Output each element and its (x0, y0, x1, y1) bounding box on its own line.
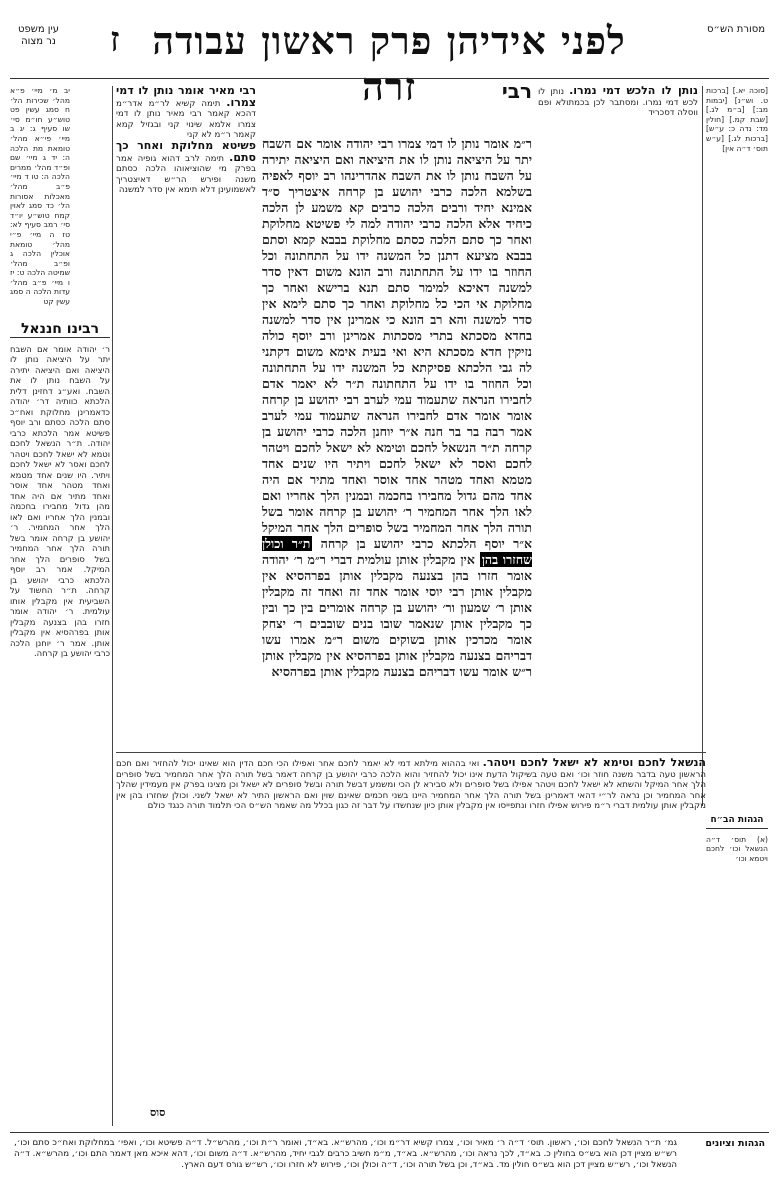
sof-label: סוס (150, 1106, 166, 1119)
tosafot-top-wide (262, 86, 532, 132)
lower-divider (116, 752, 706, 753)
rabbeinu-chananel-column (10, 320, 110, 1126)
footer-rule (10, 1132, 769, 1133)
tosafot-column (116, 86, 256, 726)
gloss-text: (א) תוס׳ ד״ה הנשאל וכו׳ לחכם ויטמא וכו׳ (706, 834, 768, 863)
left-divider (112, 86, 113, 1126)
masoret-column (706, 86, 768, 806)
rashi-column (538, 86, 698, 726)
page-title: לפני אידיהן פרק ראשון עבודה זרה (152, 18, 626, 109)
tosafot-text: תימה לרב דהוא גופיה אמר בפרק מי שהוציאוהו הלכה כסתם משנה ופירש הר״ש דאיצטריך לאשמועינן דלא תימא אין סדר למשנה (116, 153, 256, 196)
tosafot-lower-dibbur: הנשאל לחכם וטימא לא ישאל לחכם ויטהר. (482, 758, 706, 769)
opening-word: רבי (501, 86, 532, 103)
tosafot-lower-column (116, 758, 706, 1100)
ein-mishpat-label: עין משפט נר מצוה (18, 24, 60, 47)
gemara-tail-text: אין מקבלין אותן עולמית דברי ר״מ ר׳ יהודה אומר חזרו בהן בצנעה מקבלין אותן בפרהסיא אין מקבלין אותן רבי יוסי אומר אחד זה ואחד זה מקבלין אותן ר׳ שמעון ור׳ יהושע בן קרחה אומרים בין כך ובין כך מקבלין אותן שנאמר שובו בנים שובבים ר׳ יצחק אומר מכרכין אותן בשוקים משום ר״מ אמרו עשו דבריהם בצנעה מקבלין אותן בפרהסיא אין מקבלין אותן ר״ש אומר עשו דבריהם בצנעה מקבלין אותן בפרהסיא (262, 552, 532, 679)
gemara-text: ר״מ אומר נותן לו דמי צמרו רבי יהודה אומר אם השבח יתר על היציאה נותן לו את היציאה ואם היציאה יתירה על השבח נותן לו את השבח אהדרינהו רב יוסף לאפיה בשלמא הלכה כרבי יהושע בן קרחה איצטריך ס״ד אמינא יחיד ורבים הלכה כרבים קא משמע לן הלכה כיחיד אלא הלכה כרבי יהודה למה לי פשיטא מחלוקת ואחר כך סתם הלכה כסתם מחלוקת בבבא קמא וסתם בבבא מציעא דתנן כל המשנה ידו על התחתונה וכל החוזר בו ידו על התחתונה ורב הונא משום דאין סדר למשנה דאיכא למימר סתם תנא ברישא ואחר כך מחלוקת אי הכי כל מחלוקת ואחר כך סתם לימא אין סדר למשנה והא רב הונא כי אמרינן אין סדר למשנה בחדא מסכתא בתרי מסכתות אמרינן ורב יוסף כולה נזיקין חדא מסכתא היא ואי בעית אימא משום דקתני לה גבי הלכתא פסיקתא כל המשנה ידו על התחתונה וכל החוזר בו ידו על התחתונה ת״ר לא יאמר אדם לחבירו הנראה שתעמוד עמי לערב רבי יהושע בן קרחה אומר אומר אדם לחבירו הנראה שתעמוד עמי לערב אמר רבה בר בר חנה א״ר יוחנן הלכה כרבי יהושע בן קרחה ת״ר הנשאל לחכם וטימא לא ישאל לחכם ויטהר לחכם ואסר לא ישאל לחכם ויתיר היו שנים אחד מטמא ואחד מטהר אחד אוסר ואחד מתיר אם היה אחד מהם גדול מחבירו בחכמה ובמנין הלך אחריו ואם לאו הלך אחר המחמיר ר׳ יהושע בן קרחה אומר בשל תורה הלך אחר המחמיר בשל סופרים הלך אחר המיקל א״ר יוסף הלכתא כרבי יהושע בן קרחה (262, 136, 532, 551)
rashi-text: נותן לו לכש דמי נמרו. ומסתבר לכן בכמתולא ופם ווסלה דסכריד (538, 87, 698, 119)
ein-mishpat-text: יב מ׳ מיי׳ פ״א מהל׳ שכירות הל׳ ח סמג עשין פט טוש״ע חו״מ סי׳ שו סעיף ג: יג ב מיי׳ פי״א מהל׳ טומאת מת הלכה ה: יד ג מיי׳ שם ופ״ד מהל׳ ממרים הלכה ה: טו ד מיי׳ פ״ב מהל׳ מאכלות אסורות הל׳ כד סמג לאוין קמח טוש״ע יו״ד סי׳ רמב סעיף לא: טז ה מיי׳ פ״י מהל׳ טומאת אוכלין הלכה ג ופ״ב מהל׳ שמיטה הלכה ט: יז ו מיי׳ פ״ב מהל׳ עדות הלכה ה סמג עשין קט (10, 86, 70, 307)
masoret-text: [סוכה יא.] [ברכות ט. וש״נ] [יבמות מב:] [ב״מ לג.] [שבת קמ.] [חולין מד: נדה כ: ע״ש] [ברכות לג.] [ע״ש תוס׳ ד״ה אין] (706, 86, 768, 153)
tosafot-dibbur: פשיטא מחלוקת ואחר כך סתם. (116, 138, 256, 164)
ein-mishpat-column (10, 86, 70, 316)
footer-text: גמ׳ ת״ר הנשאל לחכם וכו׳, ראשון. תוס׳ ד״ה ר׳ מאיר וכו׳, צמרו קשיא דר״מ וכו׳, מהרש״א. בא״ד, ואומר ר״ת וכו׳, מהרש״ל. ד״ה פשיטא וכו׳, ואפי׳ במחלוקת ואח״כ סתם וכו׳, רש״ש מציין דכן הוא בש״ס בחולין כ. בא״ד, לכך נראה וכו׳, מהרש״א. בא״ד, מ״מ חשיב כרבים לגבי יחיד, מהרש״א. ד״ה משום וכו׳, דהא איכא מאן דאמר התם וכו׳, מהרש״א. ד״ה הנשאל וכו׳, רש״ש מציין דכן הוא בש״ס חולין מד. בא״ד, וכן בשל תורה וכו׳, ד״ה וכולן וכו׳, פירוש לא חזרו וכו׳, רש״ש גורס דעם הארץ. (14, 1138, 677, 1170)
tosafot-lower-text: ואי בההוא מילתא דמי לא יאמר לחכם אחר ואפילו הכי חכם הדין הוא שאינו יכול להחזיר ואם חכם הראשון טעה בדבר משנה חוזר וכו׳ ואם טעה בשיקול הדעת אינו יכול להחזיר והוא הלכה כרבי יהושע בן קרחה דאמר בשל תורה הלך אחר המחמיר בשל סופרים הלך אחר המיקל והשתא לא ישאל לחכם ויטהר אפילו בשל סופרים ולא סבירא לן הכי ומשמע דבשל תורה ובשל סופרים לא ישאל וכן מצינו בפרק אין מעמידין שהלך אחר המחמיר וכן נראה לר״י דהאי דאמרינן בשל תורה הלך אחר המחמיר היינו בשני חכמים שאינם שוין ואם הראשון התיר לא ישאל לשני. וכולן שחזרו בהן אין מקבלין אותן עולמית דברי ר״מ פירוש אפילו חזרו ונתפייסו אין מקבלין אותן כיון שנחשדו על דבר זה כגון בכלל מה שאמר הש״ס הכי תלמוד תורה כנגד כולם (116, 759, 706, 812)
masoret-hashas-label: מסורת הש״ס (707, 24, 765, 35)
footer (14, 1138, 765, 1188)
rabbeinu-chananel-title: רבינו חננאל (10, 324, 110, 338)
tosafot-top-text: תימה קשיא לר״מ אדר״מ דהכא קאמר רבי מאיר נותן לו דמי צמרו אלמא שינוי קני ובגזיל קמא קאמר ר״מ לא קני (116, 98, 256, 141)
gloss-title: הגהות הב״ח (706, 816, 768, 829)
gloss-box (706, 812, 768, 932)
page-number: ז (110, 20, 120, 60)
gemara-main-text (262, 136, 532, 748)
header-rule (10, 78, 769, 79)
rashi-dibbur: נותן לו הלכש דמי נמרו. (569, 86, 698, 97)
tosafot-top-dibbur: רבי מאיר אומר נותן לו דמי צמרו. (116, 86, 256, 109)
footer-label: הגהות וציונים (705, 1138, 765, 1149)
rabbeinu-chananel-text: ר׳ יהודה אומר אם השבח יתר על היציאה נותן לו היציאה ואם היציאה יתירה על השבח נותן לו את השבח. ואע״ג דחזינן דלית הלכתא כוותיה דר׳ יהודה כדאמרינן מחלוקת ואח״כ סתם הלכה כסתם ורב יוסף פשיטא אמר הלכתא כרבי יהודה. ת״ר הנשאל לחכם וטמא לא ישאל לחכם ויטהר לחכם ואסר לא ישאל לחכם ויתיר. היו שנים אחד מטמא ואחד מטהר אחד אוסר ואחד מתיר אם היה אחד מהן גדול מחבירו בחכמה ובמנין הלך אחריו ואם לאו הלך אחר המחמיר. ר׳ יהושע בן קרחה אומר בשל תורה הלך אחר המחמיר בשל סופרים הלך אחר המיקל. אמר רב יוסף הלכתא כרבי יהושע בן קרחה. ת״ר החשוד על השביעית אין מקבלין אותו עולמית. ר׳ יהודה אומר חזרו בהן בצנעה מקבלין אותן בפרהסיא אין מקבלין אותן. אמר ר׳ יוחנן הלכה כרבי יהושע בן קרחה. (10, 343, 110, 658)
right-divider (702, 86, 703, 806)
highlighted-passage: ת״ר וכולן שחזרו בהן (262, 536, 532, 567)
